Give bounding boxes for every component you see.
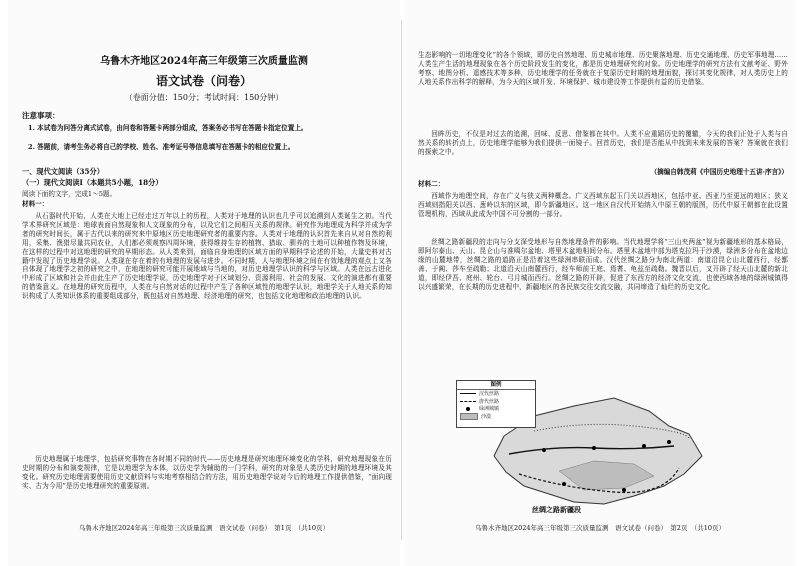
source-credit: （摘编自韩茂莉《中国历史地理十五讲·序言》）	[650, 168, 788, 176]
legend-item: 唐代丝路	[457, 398, 535, 406]
dot-icon	[466, 407, 470, 411]
reading-instruction: 阅读下面的文字，完成1～5题。	[22, 190, 117, 198]
oasis-town-marker	[622, 488, 626, 492]
material-2-label: 材料二：	[418, 180, 445, 188]
oasis-town-marker	[592, 446, 596, 450]
notice-item-2: 2. 答题前，请考生务必将自己的学校、姓名、准考证号等信息填写在答题卡的相应位置上。	[28, 143, 295, 151]
map-caption: 丝绸之路新疆段	[532, 505, 581, 514]
solid-line-icon	[460, 393, 476, 394]
page-2	[404, 0, 796, 566]
section-heading: 一、现代文阅读（35分）	[22, 167, 104, 176]
material-1-paragraph-2: 历史地理属于地理学，包括研究事物在各时期不同的时代——历史地理是研究地理环境变化的学科，研究地理现象在历史时期的分布和演变规律，它是以地理学为本体，以历史学为辅助的一门学科，研究的对象是人类历史时期的地理环境及其变化。研究历史地理需要使用历史文献资料与实地考察相结合的方法，用历史地理学说对今后的地理工作提供借鉴，“面向现实、古为今用”是历史地理研究的重要原则。	[22, 455, 392, 490]
notice-heading: 注意事项：	[22, 111, 60, 120]
notice-item-1: 1. 本试卷为问答分离式试卷，由问卷和答题卡两部分组成，答案务必书写在答题卡指定位置上。	[28, 124, 308, 132]
page-footer: 乌鲁木齐地区2024年高三年级第三次质量监测 语文试卷（问卷） 第2页 （共10页）	[475, 524, 725, 532]
score-time-info: （卷面分值：150分；考试时间：150分钟）	[124, 93, 284, 102]
oasis-town-marker	[562, 482, 566, 486]
desert-swatch-icon	[460, 413, 478, 420]
material-1-paragraph-1: 从石器时代开始，人类在大地上已经走过万年以上的历程，人类对于地理的认识也几乎可以追溯到人类诞生之初。当代学术界研究区域是：地球表面自然现象和人文现象的分布，以及它们之间相互关系的规律。研究作为地理成为科学并成为学者的研究时间长，属于古代以来的研究来中原地区历史地理研究者的重要内容。人类对于地理的认识首先来自从对自然的利用，采集、渔猎尽量共同农业，人们都必须观察四周环境，获得维持生存的植物、猎取、驯养的土地可以种植作物及环境，在这样的过程中对这地理的研究的早期形态。从人类来到，面临自身地理的区域方面的早期科学论述的开始，大量史料对古籍中发现了历史地理学说。人类现在存在着的有地理的发展与进步。不同时期，人与地理环境之间在有效地理的观点上又各自体现了地理学之初的研究之中，在地理的研究可能开展地域与当地的，对历史地理学认识的科学与区域。人类在远古进化中形成了区域和社会并由此生产了历史地理学说，历史地理学对于区域划分、资源利用、社会的发展、文化的演进都有重要的借鉴意义。在地理的研究历程中，人类在与自然对话的过程中产生了各种区域性的地理学认识，地理学关于人地关系的知识构成了人类知识体系的重要组成部分，既包括对自然地理、经济地理的研究，也包括文化地理和政治地理的认识。	[22, 212, 392, 301]
legend-item: 绿洲城镇	[457, 405, 535, 413]
legend-title: 图例	[457, 381, 535, 390]
subsection-heading: （一）现代文阅读I（本题共5小题，18分）	[22, 178, 163, 187]
oasis-town-marker	[642, 444, 646, 448]
page-1	[8, 0, 400, 566]
exam-title: 乌鲁木齐地区2024年高三年级第三次质量监测	[100, 56, 308, 67]
legend-item: 汉代丝路	[457, 390, 535, 398]
map-legend	[456, 380, 536, 428]
page-divider	[401, 20, 402, 540]
legend-item: 沙漠	[457, 413, 535, 421]
oasis-town-marker	[667, 440, 671, 444]
material-2-paragraph-2: 丝绸之路新疆段的走向与分支深受地形与自然地理条件的影响。当代地理学将“三山夹两盆”视为新疆地形的基本格局，即阿尔泰山、天山、昆仑山与准噶尔盆地、塔里木盆地相间分布。塔里木盆地中部为塔克拉玛干沙漠，绿洲多分布在盆地边缘的山麓地带，丝绸之路的道路正是沿着这些绿洲串联而成。汉代丝绸之路分为南北两道：南道沿昆仑山北麓西行，经鄯善、于阗、莎车至疏勒；北道沿天山南麓西行，经车师前王庭、焉耆、龟兹至疏勒。魏晋以后，又开辟了经天山北麓的新北道，即经伊吾、庭州、轮台、弓月城而西行。丝绸之路的开辟，促进了东西方的经济文化交流，也使西域各地的绿洲城镇得以兴盛繁荣，在长期的历史进程中，新疆地区的各民族交往交流交融，共同缔造了灿烂的历史文化。	[418, 238, 788, 291]
page-footer: 乌鲁木齐地区2024年高三年级第三次质量监测 语文试卷（问卷） 第1页 （共10页）	[79, 524, 329, 532]
material-2-paragraph-1: 西域作为地理空间，存在广义与狭义两种概念。广义西域东起玉门关以西地区，包括中亚、西亚乃至更远的地区；狭义西域则指阳关以西、葱岭以东的区域，即今新疆地区。这一地区自汉代开始纳入中原王朝的版图，历代中原王朝都在此设置管理机构，西域从此成为中国不可分割的一部分。	[418, 192, 788, 218]
paper-title: 语文试卷（问卷）	[155, 74, 252, 88]
oasis-town-marker	[542, 448, 546, 452]
material-1-paragraph-4: 回眸历史，不仅是对过去的追溯，回味、反思、借鉴都在其中。人类不应重蹈历史的覆辙，今天的我们正处于人类与自然关系的转折点上，历史地理学能够为我们提供一面镜子。回首历史，我们是否能从中找到未来发展的答案？答案就在我们的探索之中。	[418, 130, 788, 156]
dashed-line-icon	[460, 401, 476, 402]
material-1-paragraph-3: 生态影响的一切地理变化”的各个领域，即历史自然地理、历史城市地理、历史聚落地理、历史交通地理、历史军事地理……人类生产生活的地理现象在各个历史阶段发生的变化，都是历史地理研究的对象。历史地理学的研究方法有文献考证、野外考察、地图分析、遥感技术等多种，历史地理学的任务就在于复原历史时期的地理面貌，探讨其变化规律，对人类历史上的人地关系作出科学的解释，为今天的区域开发、环境保护、城市建设等工作提供有益的历史借鉴。	[418, 51, 788, 86]
material-1-label: 材料一：	[22, 200, 49, 208]
